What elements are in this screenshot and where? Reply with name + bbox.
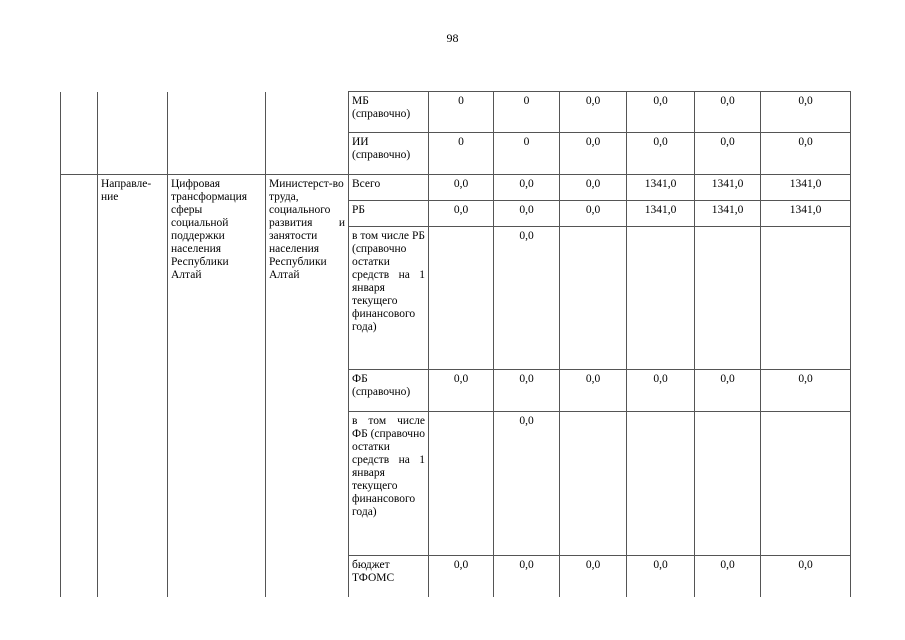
value-cell: 0,0 xyxy=(761,133,851,175)
value-cell: 0,0 xyxy=(494,412,560,556)
value-cell: 1341,0 xyxy=(627,201,695,227)
source-cell: ФБ (справочно) xyxy=(349,370,429,412)
type-cell: Направле-ние xyxy=(98,175,168,597)
source-cell: ИИ (справочно) xyxy=(349,133,429,175)
value-cell: 0,0 xyxy=(627,556,695,597)
value-cell: 0,0 xyxy=(695,370,761,412)
value-cell xyxy=(560,227,627,370)
value-cell xyxy=(429,412,494,556)
value-cell: 0,0 xyxy=(627,370,695,412)
value-cell: 1341,0 xyxy=(761,175,851,201)
source-cell: в том числе ФБ (справочно остатки средств на 1 января текущего финансового года) xyxy=(349,412,429,556)
value-cell: 1341,0 xyxy=(627,175,695,201)
value-cell xyxy=(429,227,494,370)
value-cell: 0,0 xyxy=(560,370,627,412)
value-cell: 0,0 xyxy=(429,175,494,201)
source-cell: бюджет ТФОМС xyxy=(349,556,429,597)
value-cell: 0,0 xyxy=(429,370,494,412)
source-cell: РБ xyxy=(349,201,429,227)
page-number: 98 xyxy=(446,31,459,45)
executor-cell: Министерст-во труда, социального развития и занятости населения Республики Алтай xyxy=(266,175,349,597)
table-row xyxy=(61,92,851,133)
source-cell: Всего xyxy=(349,175,429,201)
budget-table xyxy=(60,91,851,597)
value-cell: 0,0 xyxy=(494,227,560,370)
value-cell xyxy=(761,227,851,370)
value-cell: 0 xyxy=(429,133,494,175)
empty-cell xyxy=(98,92,168,175)
value-cell: 0,0 xyxy=(494,370,560,412)
value-cell: 0 xyxy=(429,92,494,133)
value-cell: 0,0 xyxy=(429,556,494,597)
value-cell: 0,0 xyxy=(494,556,560,597)
number-cell xyxy=(61,175,98,597)
empty-cell xyxy=(61,92,98,175)
value-cell: 1341,0 xyxy=(695,201,761,227)
value-cell: 0,0 xyxy=(761,370,851,412)
value-cell: 0,0 xyxy=(560,201,627,227)
value-cell: 0,0 xyxy=(761,92,851,133)
empty-cell xyxy=(266,92,349,175)
value-cell: 0,0 xyxy=(560,175,627,201)
value-cell xyxy=(560,412,627,556)
value-cell: 0,0 xyxy=(494,201,560,227)
value-cell: 0,0 xyxy=(761,556,851,597)
value-cell xyxy=(695,227,761,370)
value-cell: 0 xyxy=(494,133,560,175)
value-cell: 0,0 xyxy=(560,133,627,175)
value-cell: 0,0 xyxy=(429,201,494,227)
value-cell: 0,0 xyxy=(560,92,627,133)
value-cell: 0,0 xyxy=(695,92,761,133)
value-cell: 0,0 xyxy=(627,92,695,133)
source-cell: в том числе РБ (справочно остатки средств на 1 января текущего финансового года) xyxy=(349,227,429,370)
value-cell xyxy=(627,412,695,556)
value-cell: 0,0 xyxy=(560,556,627,597)
value-cell: 0,0 xyxy=(695,556,761,597)
value-cell: 1341,0 xyxy=(695,175,761,201)
value-cell: 1341,0 xyxy=(761,201,851,227)
value-cell xyxy=(695,412,761,556)
name-cell: Цифровая трансформация сферы социальной поддержки населения Республики Алтай xyxy=(168,175,266,597)
value-cell: 0,0 xyxy=(494,175,560,201)
value-cell xyxy=(627,227,695,370)
value-cell: 0,0 xyxy=(627,133,695,175)
value-cell: 0 xyxy=(494,92,560,133)
empty-cell xyxy=(168,92,266,175)
table-row xyxy=(61,175,851,201)
value-cell xyxy=(761,412,851,556)
source-cell: МБ (справочно) xyxy=(349,92,429,133)
value-cell: 0,0 xyxy=(695,133,761,175)
